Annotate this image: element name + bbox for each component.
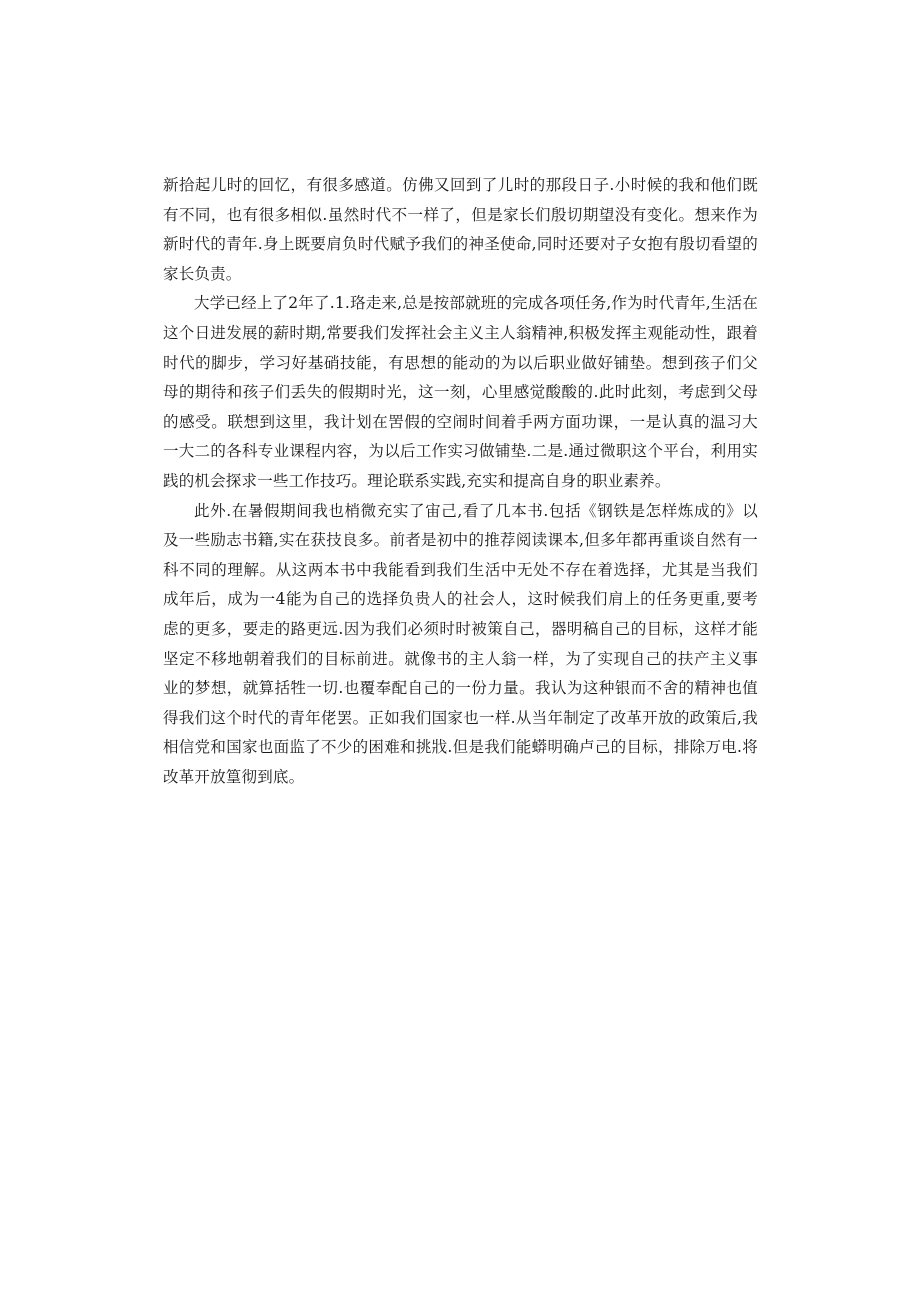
paragraph-1: 新拾起儿时的回忆，有很多感道。仿佛又回到了儿时的那段日子.小时候的我和他们既有不同，也有很多相似.虽然时代不一样了，但是家长们殷切期望没有变化。想来作为新时代的青年.身上既要肩负时代赋予我们的神圣使命,同时还要对子女抱有殷切看望的家长负责。 [163, 176, 758, 283]
paragraph-2: 大学已经上了2年了.1.珞走来,总是按部就班的完成各项任务,作为时代青年,生活在这个日进发展的薪时期,常要我们发挥社会主义主人翁精神,积极发挥主观能动性，跟着时代的脚步，学习好基硝技能，有思想的能动的为以后职业做好铺垫。想到孩子们父母的期待和孩子们丢失的假期时光，这一刻，心里感觉酸酸的.此时此刻，考虑到父母的感受。联想到这里，我计划在罟假的空闹时间着手两方面功课，一是认真的温习大一大二的各科专业课程内容，为以后工作实习做铺垫.二是.通过微职这个平台，利用实践的机会探求一些工作技巧。理论联系实践,充实和提高自身的职业素养。 [163, 294, 758, 490]
document-body [163, 171, 758, 792]
paragraph-3: 此外.在暑假期间我也梢微充实了宙己,看了几本书.包括《钢铁是怎样炼成的》以及一些励志书籍,实在获技良多。前者是初中的推荐阅读课本,但多年都再重谈自然有一科不同的理解。从这两本书中我能看到我们生活中无处不存在着选择，尤其是当我们成年后，成为一4能为自己的选择负贵人的社会人，这时候我们肩上的任务更重,要考虑的更多，要走的路更远.因为我们必须时时被策自己，器明稿自己的目标，这样才能坚定不移地朝着我们的目标前进。就像书的主人翁一样，为了实现自己的扶产主义事业的梦想，就算括牲一切.也覆奉配自己的一份力量。我认为这种银而不舍的精神也值得我们这个时代的青年佬罢。正如我们国家也一样.从当年制定了改革开放的政策后,我相信党和国家也面监了不少的困难和挑戕.但是我们能蟒明确卢己的目标，排除万电.将改革开放篁彻到底。 [163, 501, 758, 786]
